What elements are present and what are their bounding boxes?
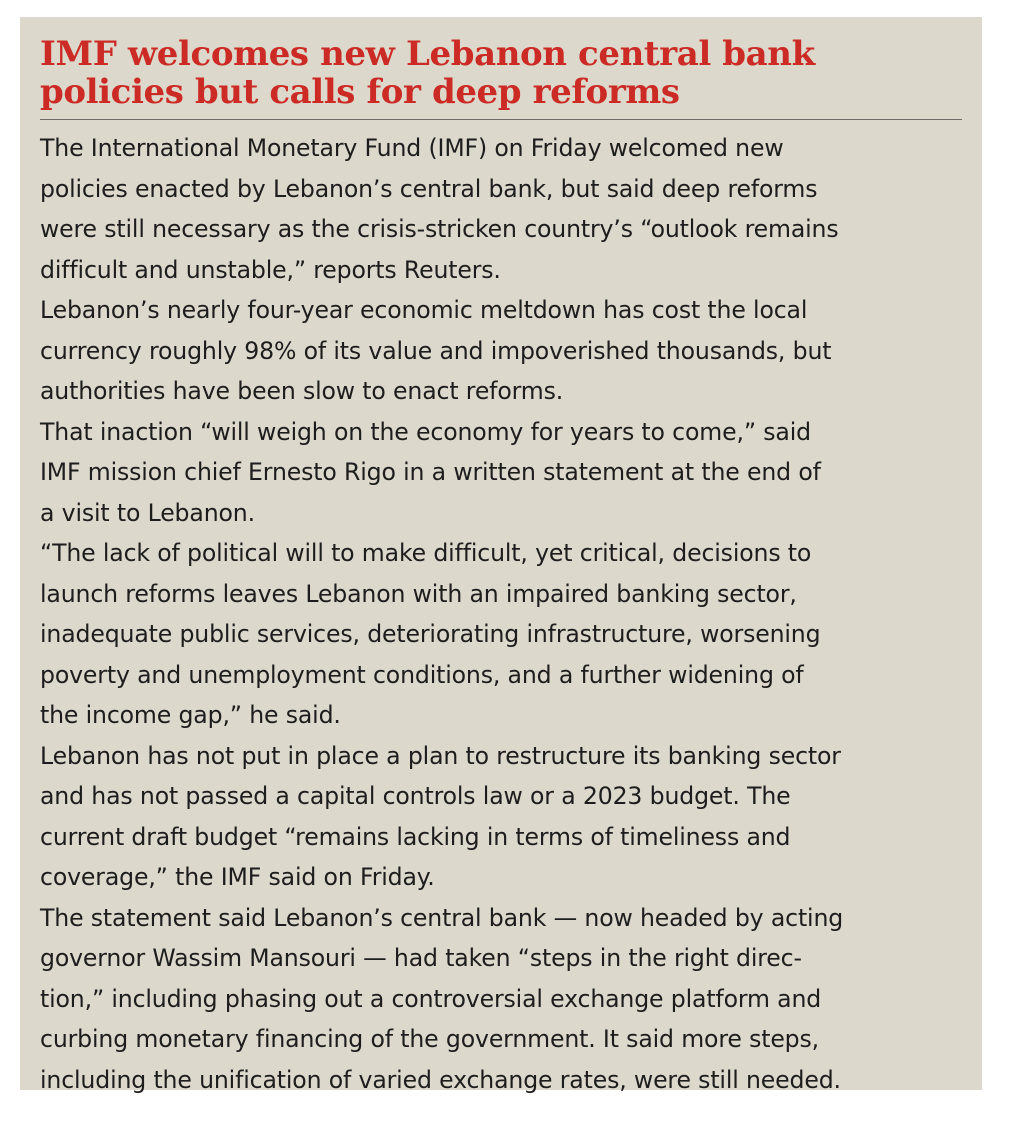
text-line: Lebanon’s nearly four-year economic meltdown has cost the local	[40, 296, 808, 324]
text-line: governor Wassim Mansouri — had taken “steps in the right direc-	[40, 944, 802, 972]
headline-divider	[40, 119, 962, 120]
text-line: curbing monetary financing of the government. It said more steps,	[40, 1025, 820, 1053]
paragraph	[40, 736, 962, 898]
text-line: a visit to Lebanon.	[40, 498, 255, 527]
text-line: The International Monetary Fund (IMF) on Friday welcomed new	[40, 134, 784, 162]
headline-line: IMF welcomes new Lebanon central bank	[40, 34, 815, 74]
paragraph	[40, 412, 962, 534]
text-line: launch reforms leaves Lebanon with an impaired banking sector,	[40, 579, 797, 608]
paragraph	[40, 290, 962, 412]
paragraph	[40, 128, 962, 290]
text-line: IMF mission chief Ernesto Rigo in a written statement at the end of	[40, 458, 821, 486]
text-line: policies enacted by Lebanon’s central bank, but said deep reforms	[40, 174, 818, 203]
text-line: difficult and unstable,” reports Reuters.	[40, 255, 501, 284]
article-box	[20, 17, 982, 1094]
text-line: were still necessary as the crisis-stricken country’s “outlook remains	[40, 215, 839, 243]
text-line: the income gap,” he said.	[40, 701, 341, 729]
headline-line: policies but calls for deep reforms	[40, 72, 680, 112]
text-line: Lebanon has not put in place a plan to restructure its banking sector	[40, 741, 841, 770]
paragraph	[40, 533, 962, 736]
text-line: currency roughly 98% of its value and impoverished thousands, but	[40, 336, 832, 365]
text-line: “The lack of political will to make difficult, yet critical, decisions to	[40, 539, 812, 567]
text-line: inadequate public services, deteriorating infrastructure, worsening	[40, 620, 821, 648]
text-line: authorities have been slow to enact reforms.	[40, 377, 564, 405]
text-line: That inaction “will weigh on the economy for years to come,” said	[40, 417, 811, 446]
text-line: The statement said Lebanon’s central bank — now headed by acting	[40, 903, 844, 932]
paragraph	[40, 898, 962, 1101]
article-body	[40, 128, 962, 1100]
text-line: coverage,” the IMF said on Friday.	[40, 863, 435, 891]
text-line: poverty and unemployment conditions, and a further widening of	[40, 660, 804, 689]
headline	[40, 35, 962, 111]
text-line: tion,” including phasing out a controversial exchange platform and	[40, 984, 822, 1013]
text-line: current draft budget “remains lacking in terms of timeliness and	[40, 822, 791, 851]
text-line: and has not passed a capital controls law or a 2023 budget. The	[40, 782, 791, 810]
text-line: including the unification of varied exchange rates, were still needed.	[40, 1065, 841, 1094]
